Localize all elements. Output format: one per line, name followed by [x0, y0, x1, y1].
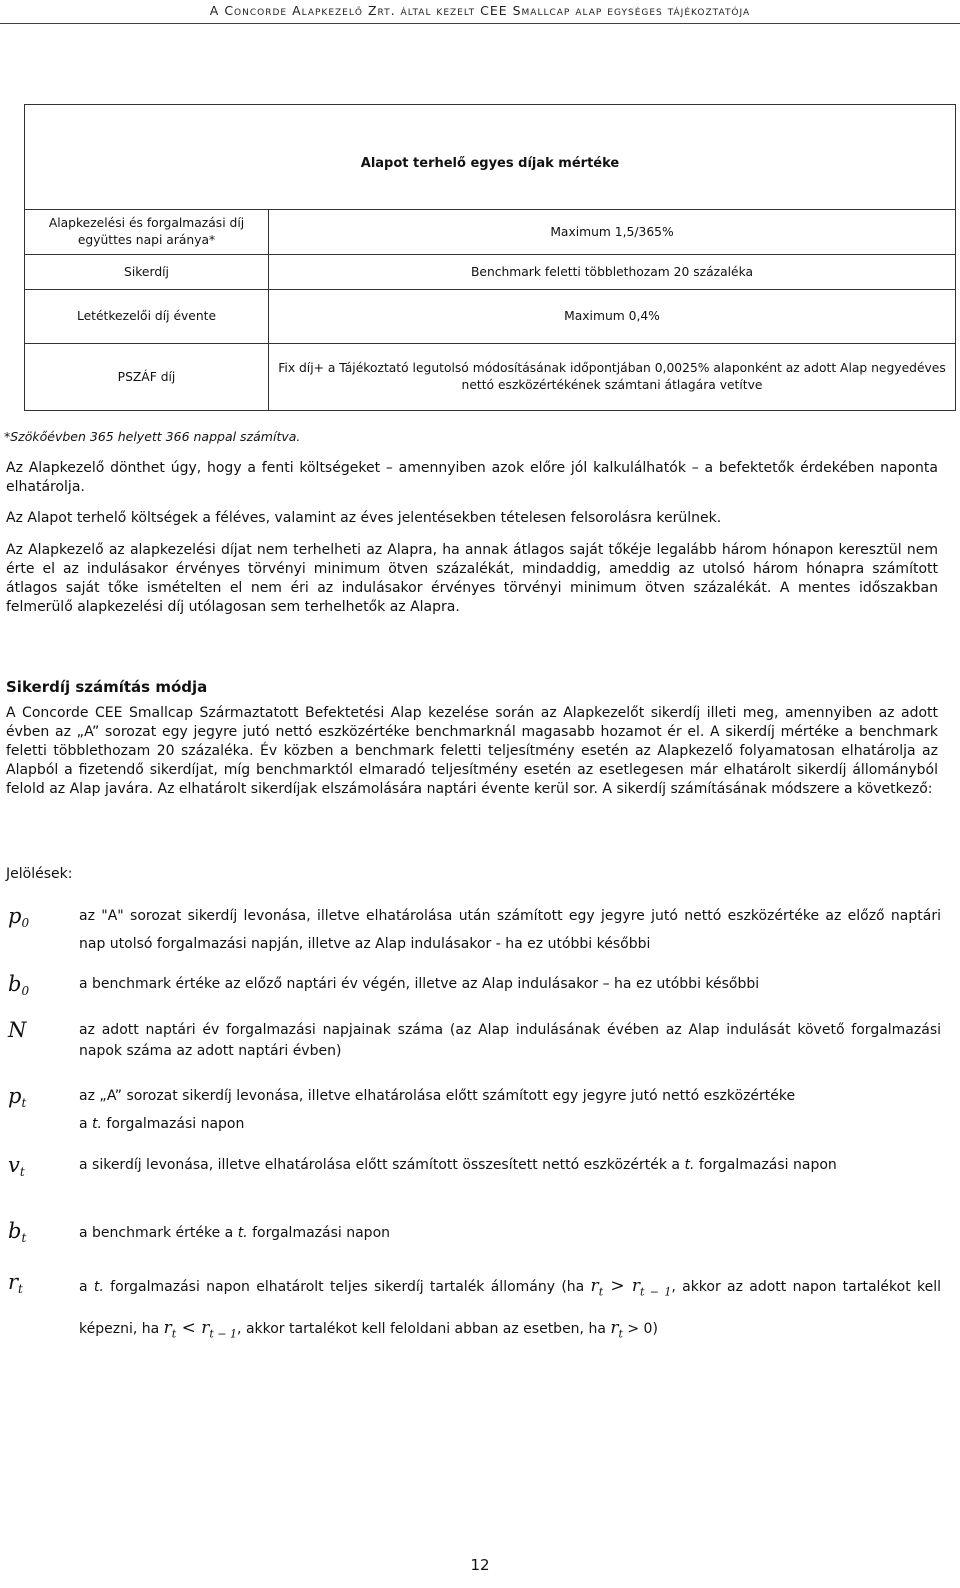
- fee-value: Maximum 0,4%: [269, 290, 956, 344]
- symbol-vt: $v_t$: [8, 1153, 25, 1179]
- symbol-N: N: [8, 1018, 27, 1042]
- table-row: [25, 290, 956, 344]
- symbol-bt: $b_t$: [8, 1219, 27, 1245]
- definition-bt: a benchmark értéke a t. forgalmazási napon: [79, 1225, 391, 1241]
- running-header-text: A Concorde Alapkezelő Zrt. által kezelt CEE Smallcap alap egységes tájékoztatója: [209, 3, 751, 18]
- symbol-b0: $b_0$: [8, 972, 30, 998]
- fee-value: Fix díj+ a Tájékoztató legutolsó módosításának időpontjában 0,0025% alaponként az adott Alap negyedéves nettó eszközértékének számtani átlagára vetítve: [269, 344, 956, 411]
- fee-label: Sikerdíj: [25, 255, 269, 290]
- fee-label: PSZÁF díj: [25, 344, 269, 411]
- fee-label: Letétkezelői díj évente: [25, 290, 269, 344]
- paragraph-fee-restriction: Az Alapkezelő az alapkezelési díjat nem terhelheti az Alapra, ha annak átlagos saját tőkéje legalább három hónapon keresztül nem érte el az indulásakor érvényes törvényi minimum ötven százalékát, mindaddig, ameddig az utolsó három hónapra számított átlagos saját tőke ismételten el nem éri az indulásakor érvényes törvényi minimum ötven százalékát. A mentes időszakban felmerülő alapkezelési díj utólagosan sem terhelhetők az Alapra.: [6, 542, 938, 615]
- fee-table: [24, 104, 956, 411]
- paragraph-reports: Az Alapot terhelő költségek a féléves, valamint az éves jelentésekben tételesen felsorolásra kerülnek.: [6, 510, 722, 526]
- table-row: [25, 210, 956, 255]
- header-rule: [0, 23, 960, 24]
- fee-table-title-row: [25, 105, 956, 210]
- notation-heading: Jelölések:: [6, 866, 73, 882]
- paragraph-performance-fee: A Concorde CEE Smallcap Származtatott Befektetési Alap kezelése során az Alapkezelőt sikerdíj illeti meg, amennyiben az adott évben az „A” sorozat egy jegyre jutó nettó eszközértéke benchmarknál magasabb hozamot ér el. A sikerdíj mértéke a benchmark feletti többlethozam 20 százaléka. Év közben a benchmark feletti teljesítmény esetén az Alapkezelő folyamatosan elhatárolja az Alapból a fizetendő sikerdíjat, míg benchmarktól elmaradó teljesítmény esetén az esetlegesen már elhatárolt sikerdíj állományból felold az Alap javára. Az elhatárolt sikerdíjak elszámolására naptári évente kerül sor. A sikerdíj számításának módszere a következő:: [6, 705, 938, 797]
- table-footnote: *Szökőévben 365 helyett 366 nappal számítva.: [4, 429, 301, 444]
- paragraph-accrual: Az Alapkezelő dönthet úgy, hogy a fenti költségeket – amennyiben azok előre jól kalkulálhatók – a befektetők érdekében naponta elhatárolja.: [6, 460, 938, 495]
- fee-table-title-cell: [25, 105, 956, 210]
- page-number: 12: [470, 1556, 490, 1574]
- definition-b0: a benchmark értéke az előző naptári év végén, illetve az Alap indulásakor – ha ez utóbbi későbbi: [79, 976, 760, 992]
- symbol-p0: $p_0$: [8, 904, 30, 930]
- definition-vt: a sikerdíj levonása, illetve elhatárolása előtt számított összesített nettó eszközérték a t. forgalmazási napon: [79, 1157, 837, 1173]
- definition-pt: az „A” sorozat sikerdíj levonása, illetve elhatárolása előtt számított egy jegyre jutó nettó eszközértéke a t. forgalmazási napon: [79, 1088, 796, 1132]
- symbol-pt: $p_t$: [8, 1084, 27, 1110]
- section-heading: Sikerdíj számítás módja: [6, 678, 208, 696]
- definition-N: az adott naptári év forgalmazási napjainak száma (az Alap indulásának évében az Alap indulását követő forgalmazási napok száma az adott naptári évben): [79, 1022, 941, 1059]
- table-row: [25, 255, 956, 290]
- definition-rt: a t. forgalmazási napon elhatárolt teljes sikerdíj tartalék állomány (ha $r_t > r_{t - 1}$, akkor az adott napon tartalékot kell képezni, ha $r_t < r_{t - 1}$, akkor tartalékot kell feloldani abban az esetben, ha $r_t > 0$): [79, 1276, 942, 1341]
- running-header: [0, 3, 960, 18]
- fee-label: Alapkezelési és forgalmazási díj együttes napi aránya*: [25, 210, 269, 255]
- table-row: [25, 344, 956, 411]
- fee-table-title: Alapot terhelő egyes díjak mértéke: [360, 156, 620, 171]
- fee-value: Benchmark feletti többlethozam 20 százaléka: [269, 255, 956, 290]
- symbol-rt: $r_t$: [8, 1270, 23, 1296]
- definition-p0: az "A" sorozat sikerdíj levonása, illetve elhatárolása után számított egy jegyre jutó nettó eszközértéke az előző naptári nap utolsó forgalmazási napján, illetve az Alap indulásakor - ha ez utóbbi későbbi: [79, 908, 941, 952]
- fee-value: Maximum 1,5/365%: [269, 210, 956, 255]
